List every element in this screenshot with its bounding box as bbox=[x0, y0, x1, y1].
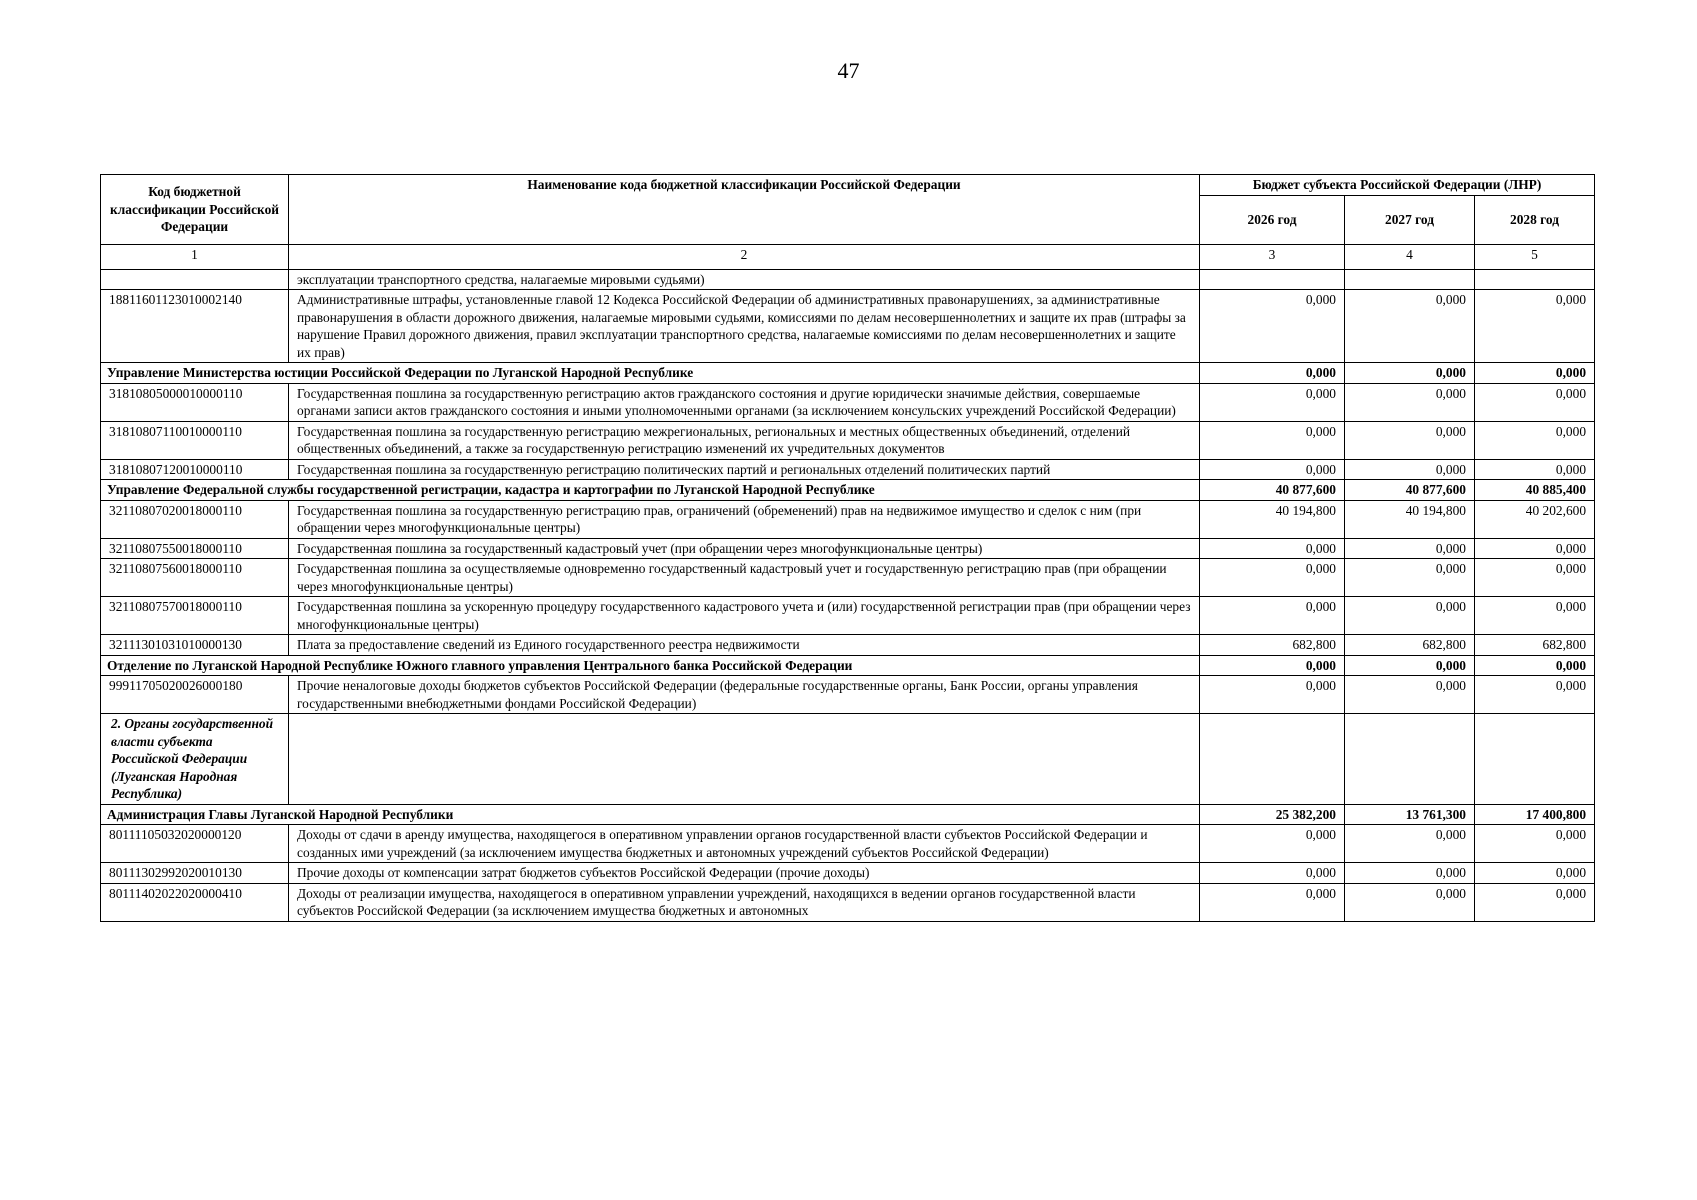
budget-code: 31810807120010000110 bbox=[101, 459, 289, 480]
table-row bbox=[101, 883, 1595, 921]
code-name: эксплуатации транспортного средства, налагаемые мировыми судьями) bbox=[289, 269, 1200, 290]
table-body bbox=[101, 269, 1595, 921]
table-row bbox=[101, 383, 1595, 421]
budget-code: 32111301031010000130 bbox=[101, 635, 289, 656]
value-2026: 0,000 bbox=[1200, 421, 1345, 459]
value-2028: 0,000 bbox=[1475, 559, 1595, 597]
column-number: 5 bbox=[1475, 244, 1595, 269]
section-value-2026: 40 877,600 bbox=[1200, 480, 1345, 501]
group-empty-cell bbox=[289, 714, 1200, 805]
value-2027: 0,000 bbox=[1345, 883, 1475, 921]
value-2028: 0,000 bbox=[1475, 383, 1595, 421]
section-row bbox=[101, 480, 1595, 501]
value-2027: 0,000 bbox=[1345, 597, 1475, 635]
section-name: Управление Министерства юстиции Российской Федерации по Луганской Народной Республике bbox=[101, 363, 1200, 384]
code-name: Плата за предоставление сведений из Единого государственного реестра недвижимости bbox=[289, 635, 1200, 656]
section-row bbox=[101, 363, 1595, 384]
value-2028: 0,000 bbox=[1475, 676, 1595, 714]
value-2028: 0,000 bbox=[1475, 825, 1595, 863]
value-2028: 0,000 bbox=[1475, 597, 1595, 635]
budget-code: 32110807570018000110 bbox=[101, 597, 289, 635]
budget-code: 80111302992020010130 bbox=[101, 863, 289, 884]
value-2027: 0,000 bbox=[1345, 421, 1475, 459]
section-value-2027: 0,000 bbox=[1345, 655, 1475, 676]
table-row bbox=[101, 421, 1595, 459]
budget-code: 32110807020018000110 bbox=[101, 500, 289, 538]
group-row bbox=[101, 714, 1595, 805]
value-2026: 0,000 bbox=[1200, 538, 1345, 559]
value-2028: 0,000 bbox=[1475, 883, 1595, 921]
value-2028: 0,000 bbox=[1475, 459, 1595, 480]
value-2026: 0,000 bbox=[1200, 383, 1345, 421]
code-name: Государственная пошлина за ускоренную процедуру государственного кадастрового учета и (или) государственной регистрации прав (при обращении через многофункциональные центры) bbox=[289, 597, 1200, 635]
group-empty-cell bbox=[1475, 714, 1595, 805]
page-number: 47 bbox=[837, 58, 860, 83]
table-row bbox=[101, 597, 1595, 635]
value-2028: 40 202,600 bbox=[1475, 500, 1595, 538]
group-empty-cell bbox=[1200, 714, 1345, 805]
section-row bbox=[101, 804, 1595, 825]
section-value-2028: 17 400,800 bbox=[1475, 804, 1595, 825]
code-name: Государственная пошлина за государственную регистрацию межрегиональных, региональных и местных общественных объединений, отделений общественных объединений, а также за государственную регистрацию изменений их учредительных документов bbox=[289, 421, 1200, 459]
table-row bbox=[101, 863, 1595, 884]
table-row bbox=[101, 459, 1595, 480]
value-2028 bbox=[1475, 269, 1595, 290]
code-name: Государственная пошлина за государственную регистрацию прав, ограничений (обременений) прав на недвижимое имущество и сделок с ним (при обращении через многофункциональные центры) bbox=[289, 500, 1200, 538]
value-2026: 0,000 bbox=[1200, 597, 1345, 635]
budget-code: 31810805000010000110 bbox=[101, 383, 289, 421]
section-name: Отделение по Луганской Народной Республике Южного главного управления Центрального банка Российской Федерации bbox=[101, 655, 1200, 676]
column-number: 1 bbox=[101, 244, 289, 269]
value-2028: 0,000 bbox=[1475, 421, 1595, 459]
value-2026: 0,000 bbox=[1200, 559, 1345, 597]
section-value-2026: 25 382,200 bbox=[1200, 804, 1345, 825]
value-2028: 682,800 bbox=[1475, 635, 1595, 656]
code-name: Прочие доходы от компенсации затрат бюджетов субъектов Российской Федерации (прочие доходы) bbox=[289, 863, 1200, 884]
budget-code: 32110807560018000110 bbox=[101, 559, 289, 597]
value-2027: 0,000 bbox=[1345, 825, 1475, 863]
section-value-2028: 0,000 bbox=[1475, 363, 1595, 384]
budget-code bbox=[101, 269, 289, 290]
code-name: Государственная пошлина за осуществляемые одновременно государственный кадастровый учет и государственную регистрацию прав (при обращении через многофункциональные центры) bbox=[289, 559, 1200, 597]
table-row bbox=[101, 290, 1595, 363]
group-label: 2. Органы государственной власти субъекта Российской Федерации (Луганская Народная Республика) bbox=[101, 714, 289, 805]
budget-code: 80111402022020000410 bbox=[101, 883, 289, 921]
budget-code: 80111105032020000120 bbox=[101, 825, 289, 863]
value-2027: 0,000 bbox=[1345, 676, 1475, 714]
header-budget: Бюджет субъекта Российской Федерации (ЛНР) bbox=[1200, 175, 1595, 196]
value-2026: 40 194,800 bbox=[1200, 500, 1345, 538]
section-value-2027: 40 877,600 bbox=[1345, 480, 1475, 501]
section-value-2028: 0,000 bbox=[1475, 655, 1595, 676]
value-2027: 0,000 bbox=[1345, 459, 1475, 480]
code-name: Доходы от сдачи в аренду имущества, находящегося в оперативном управлении органов государственной власти субъектов Российской Федерации и созданных ими учреждений (за исключением имущества бюджетных и автономных учреждений субъектов Российской Федерации) bbox=[289, 825, 1200, 863]
table-row bbox=[101, 676, 1595, 714]
group-empty-cell bbox=[1345, 714, 1475, 805]
section-name: Управление Федеральной службы государственной регистрации, кадастра и картографии по Луганской Народной Республике bbox=[101, 480, 1200, 501]
header-year-2028: 2028 год bbox=[1475, 195, 1595, 244]
header-name: Наименование кода бюджетной классификации Российской Федерации bbox=[289, 175, 1200, 245]
table-row bbox=[101, 559, 1595, 597]
value-2026: 0,000 bbox=[1200, 825, 1345, 863]
value-2026: 0,000 bbox=[1200, 459, 1345, 480]
column-number: 3 bbox=[1200, 244, 1345, 269]
budget-code: 18811601123010002140 bbox=[101, 290, 289, 363]
table-row bbox=[101, 635, 1595, 656]
value-2027: 0,000 bbox=[1345, 863, 1475, 884]
value-2026: 0,000 bbox=[1200, 676, 1345, 714]
code-name: Доходы от реализации имущества, находящегося в оперативном управлении учреждений, находящихся в ведении органов государственной власти субъектов Российской Федерации (за исключением имущества бюджетных и автономных bbox=[289, 883, 1200, 921]
value-2026 bbox=[1200, 269, 1345, 290]
column-number: 2 bbox=[289, 244, 1200, 269]
budget-code: 31810807110010000110 bbox=[101, 421, 289, 459]
code-name: Государственная пошлина за государственную регистрацию политических партий и региональных отделений политических партий bbox=[289, 459, 1200, 480]
value-2026: 0,000 bbox=[1200, 290, 1345, 363]
section-row bbox=[101, 655, 1595, 676]
table-row bbox=[101, 825, 1595, 863]
section-value-2027: 0,000 bbox=[1345, 363, 1475, 384]
table-row bbox=[101, 500, 1595, 538]
budget-revenue-table bbox=[100, 174, 1595, 922]
value-2027 bbox=[1345, 269, 1475, 290]
table-row bbox=[101, 269, 1595, 290]
section-value-2026: 0,000 bbox=[1200, 363, 1345, 384]
column-numbers-row bbox=[101, 244, 1595, 269]
code-name: Государственная пошлина за государственную регистрацию актов гражданского состояния и другие юридически значимые действия, совершаемые органами записи актов гражданского состояния и иными уполномоченными органами (за исключением консульских учреждений Российской Федерации) bbox=[289, 383, 1200, 421]
value-2027: 682,800 bbox=[1345, 635, 1475, 656]
table-row bbox=[101, 538, 1595, 559]
value-2026: 682,800 bbox=[1200, 635, 1345, 656]
value-2027: 0,000 bbox=[1345, 383, 1475, 421]
code-name: Административные штрафы, установленные главой 12 Кодекса Российской Федерации об административных правонарушениях, за административные правонарушения в области дорожного движения, налагаемые мировыми судьями, комиссиями по делам несовершеннолетних и защите их прав (штрафы за нарушение Правил дорожного движения, правил эксплуатации транспортного средства, налагаемые комиссиями по делам несовершеннолетних и защите их прав) bbox=[289, 290, 1200, 363]
value-2027: 0,000 bbox=[1345, 290, 1475, 363]
header-year-2027: 2027 год bbox=[1345, 195, 1475, 244]
value-2026: 0,000 bbox=[1200, 863, 1345, 884]
code-name: Государственная пошлина за государственный кадастровый учет (при обращении через многофункциональные центры) bbox=[289, 538, 1200, 559]
value-2028: 0,000 bbox=[1475, 863, 1595, 884]
table-header-row bbox=[101, 175, 1595, 196]
value-2028: 0,000 bbox=[1475, 538, 1595, 559]
value-2026: 0,000 bbox=[1200, 883, 1345, 921]
header-year-2026: 2026 год bbox=[1200, 195, 1345, 244]
value-2028: 0,000 bbox=[1475, 290, 1595, 363]
section-value-2027: 13 761,300 bbox=[1345, 804, 1475, 825]
header-code: Код бюджетной классификации Российской Федерации bbox=[101, 175, 289, 245]
budget-code: 32110807550018000110 bbox=[101, 538, 289, 559]
section-value-2026: 0,000 bbox=[1200, 655, 1345, 676]
section-name: Администрация Главы Луганской Народной Республики bbox=[101, 804, 1200, 825]
budget-code: 99911705020026000180 bbox=[101, 676, 289, 714]
value-2027: 0,000 bbox=[1345, 559, 1475, 597]
column-number: 4 bbox=[1345, 244, 1475, 269]
value-2027: 0,000 bbox=[1345, 538, 1475, 559]
code-name: Прочие неналоговые доходы бюджетов субъектов Российской Федерации (федеральные государственные органы, Банк России, органы управления государственными внебюджетными фондами Российской Федерации) bbox=[289, 676, 1200, 714]
section-value-2028: 40 885,400 bbox=[1475, 480, 1595, 501]
value-2027: 40 194,800 bbox=[1345, 500, 1475, 538]
